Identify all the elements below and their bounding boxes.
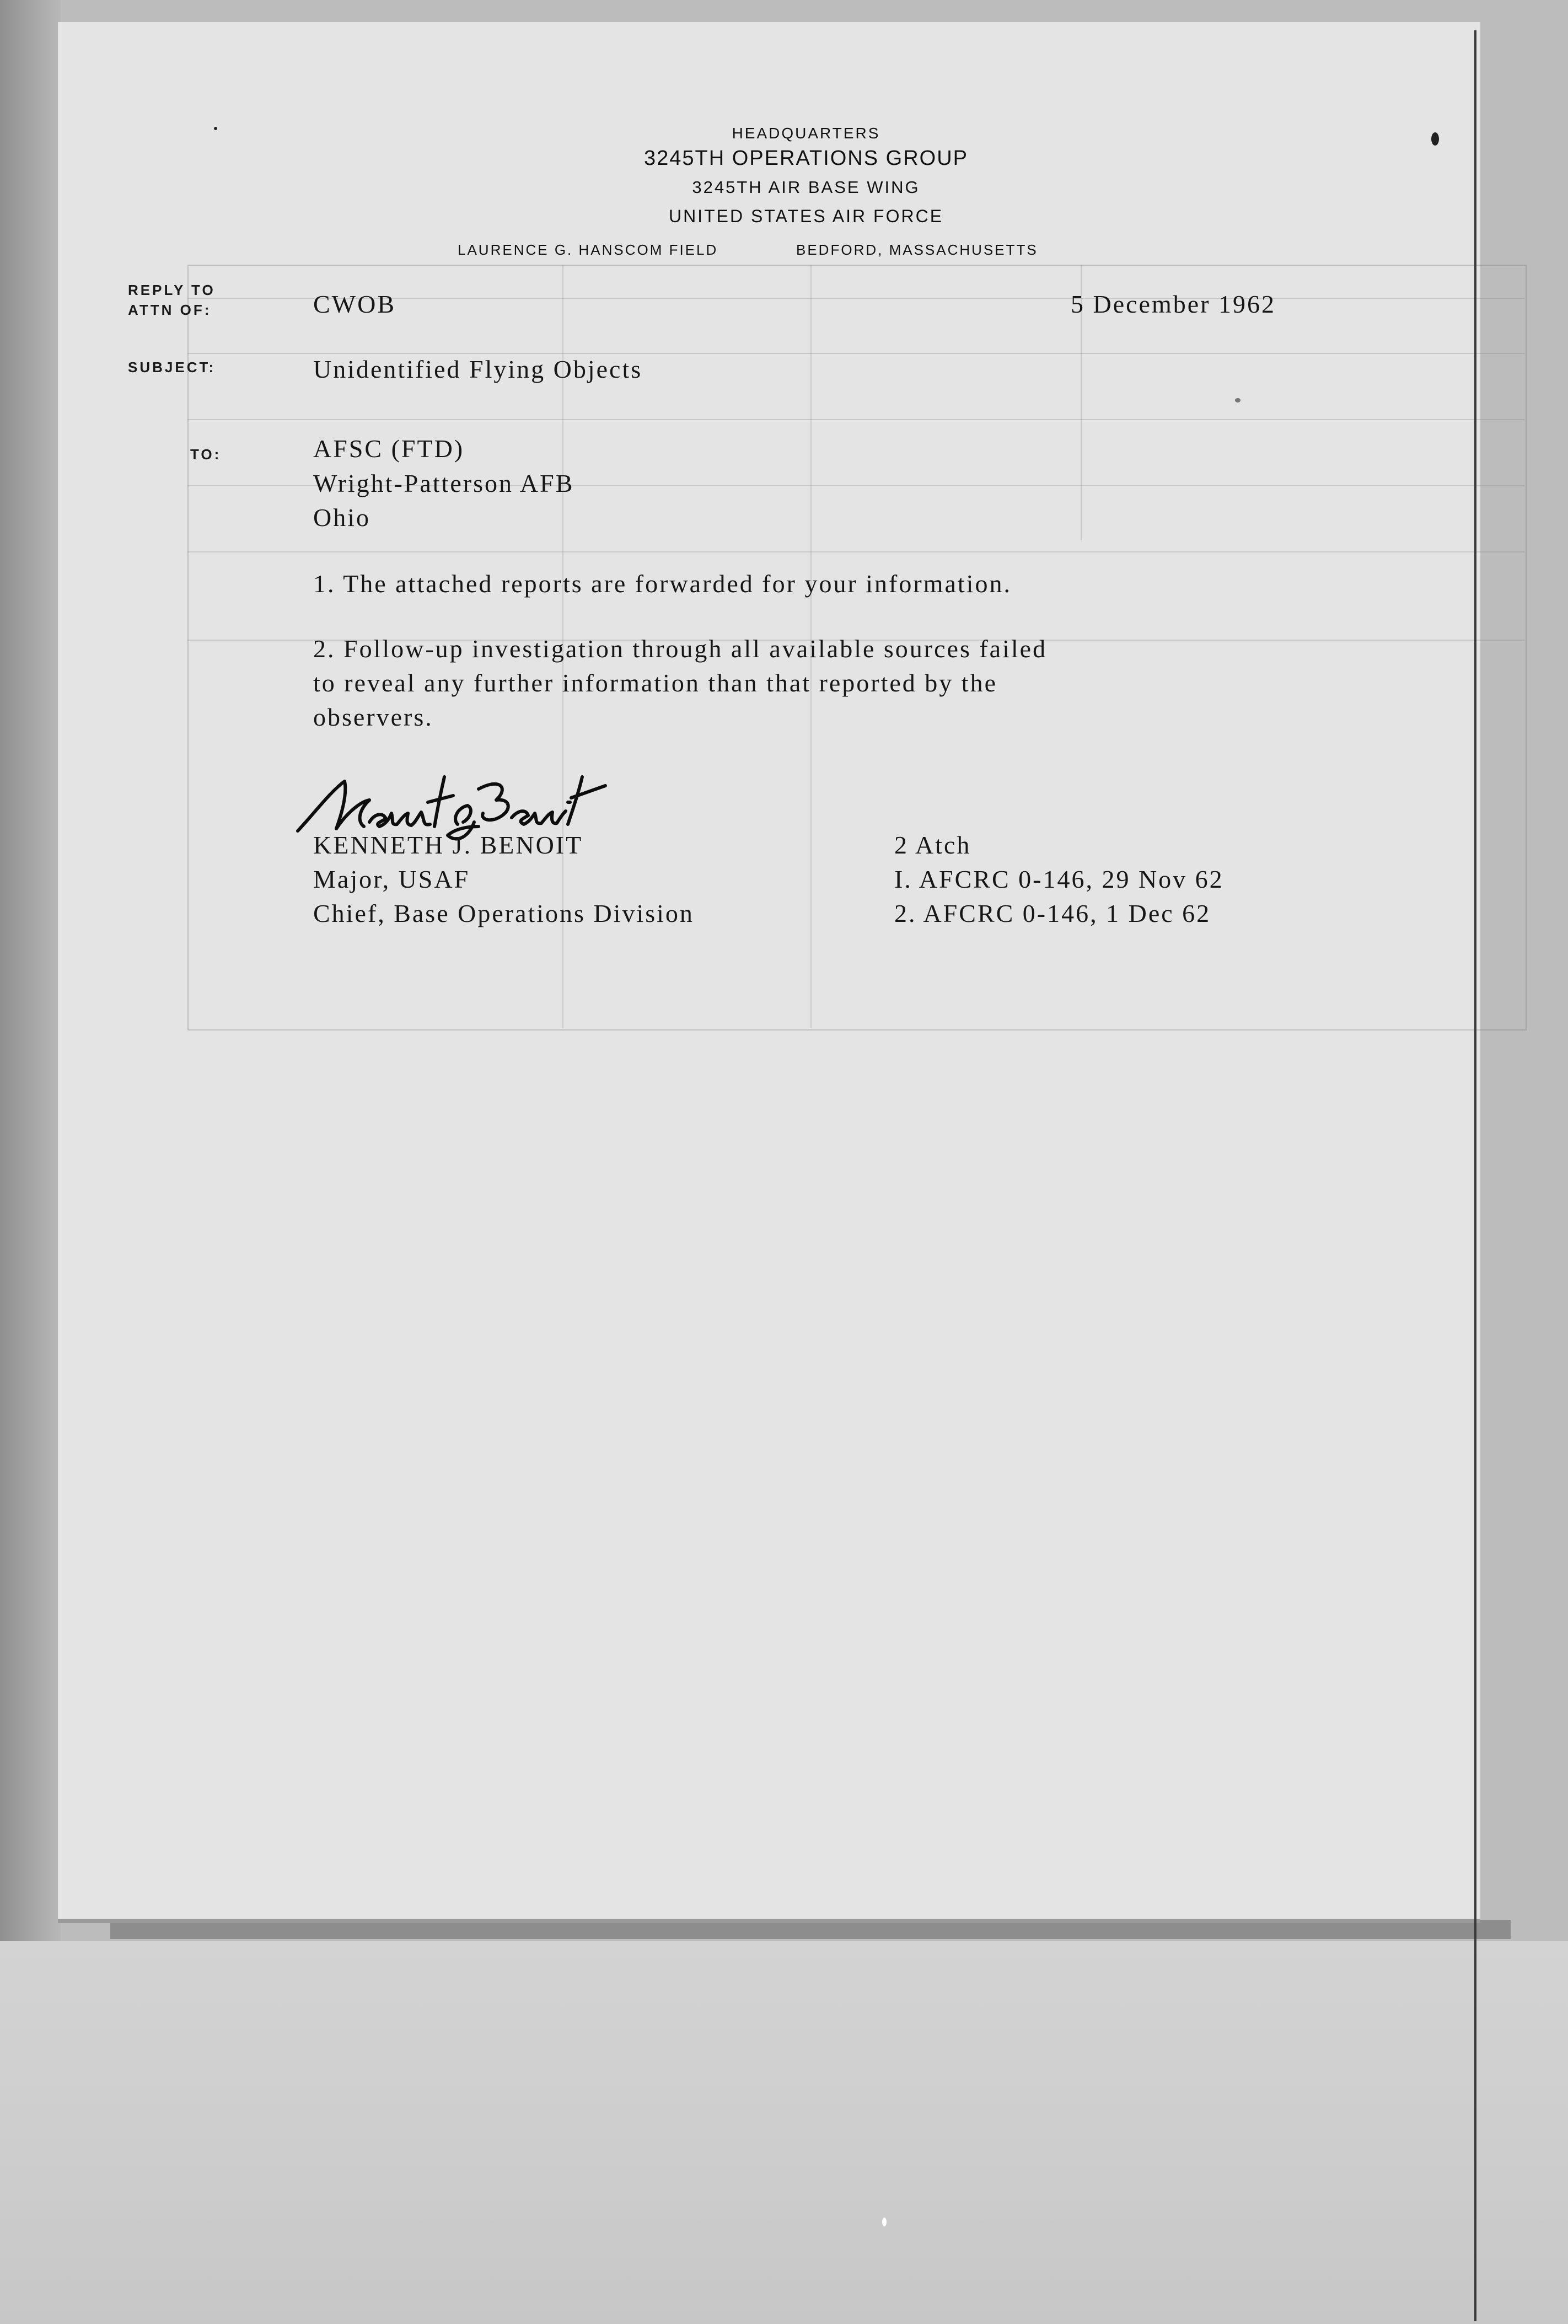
addressee-line-3: Ohio	[313, 503, 370, 532]
page-shadow	[110, 1920, 1511, 1939]
scan-speck	[1235, 398, 1241, 402]
attachment-item: 2. AFCRC 0-146, 1 Dec 62	[894, 899, 1211, 927]
bleed-through-rule	[187, 419, 1524, 420]
office-symbol: CWOB	[313, 290, 396, 318]
paragraph-2-line-1: 2. Follow-up investigation through all available sources failed	[313, 635, 1048, 663]
letterhead-headquarters: HEADQUARTERS	[732, 125, 880, 142]
attachment-count: 2 Atch	[894, 831, 971, 859]
memo-date: 5 December 1962	[1071, 290, 1276, 318]
bleed-through-rule	[187, 551, 1524, 552]
page-edge-line	[1474, 30, 1476, 2321]
letterhead-field: LAURENCE G. HANSCOM FIELD	[458, 241, 718, 258]
memo-subject: Unidentified Flying Objects	[313, 355, 643, 383]
attachment-item: I. AFCRC 0-146, 29 Nov 62	[894, 865, 1224, 893]
addressee-line-1: AFSC (FTD)	[313, 434, 465, 463]
paragraph-2-line-2: to reveal any further information than that reported by the	[313, 669, 997, 697]
addressee-line-2: Wright-Patterson AFB	[313, 469, 574, 497]
scan-background-bottom	[0, 1941, 1568, 2324]
signer-rank: Major, USAF	[313, 865, 470, 893]
paragraph-2-line-3: observers.	[313, 703, 433, 731]
letterhead-wing: 3245TH AIR BASE WING	[692, 178, 920, 197]
label-attn-of: ATTN OF:	[128, 302, 212, 318]
signer-title: Chief, Base Operations Division	[313, 899, 694, 927]
label-subject: SUBJECT:	[128, 359, 216, 375]
label-reply-to: REPLY TO	[128, 282, 216, 298]
letterhead-service: UNITED STATES AIR FORCE	[668, 206, 944, 226]
signer-name: KENNETH J. BENOIT	[313, 831, 583, 859]
scan-background-left	[0, 0, 61, 1941]
letterhead-unit: 3245TH OPERATIONS GROUP	[644, 147, 968, 170]
bleed-through-rule	[187, 353, 1524, 354]
label-to: TO:	[190, 446, 222, 463]
paragraph-1: 1. The attached reports are forwarded for your information.	[313, 570, 1012, 598]
letterhead-location: BEDFORD, MASSACHUSETTS	[796, 241, 1038, 258]
scan-speck	[882, 2218, 887, 2226]
